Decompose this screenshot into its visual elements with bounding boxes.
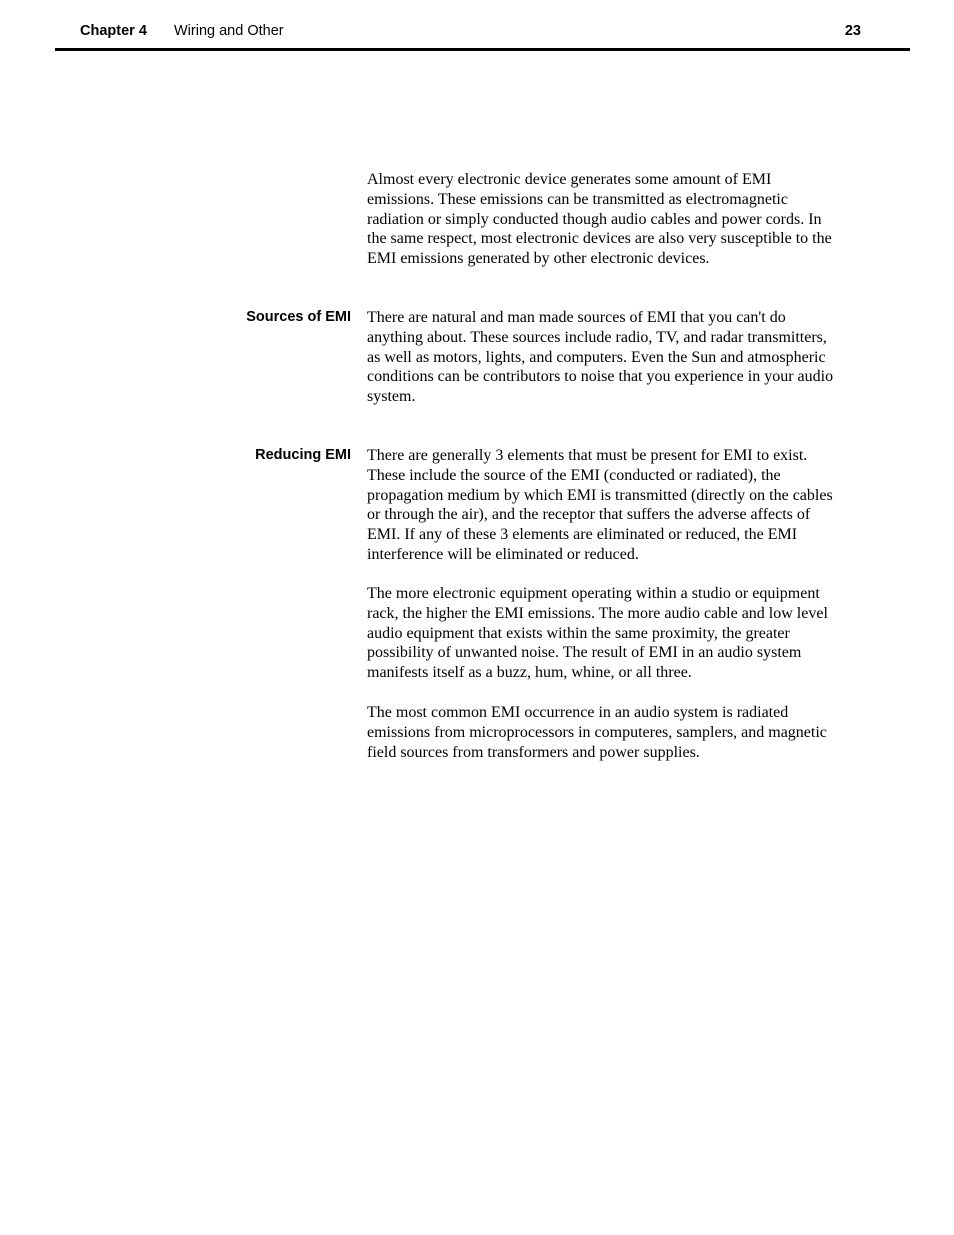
page-header — [0, 0, 954, 52]
reducing-paragraph-1: There are generally 3 elements that must be present for EMI to exist. These include the source of the EMI (conducted or radiated), the propagation medium by which EMI is transmitted (directly on the cables or through the air), and the receptor that suffers the adverse affects of EMI. If any of these 3 elements are eliminated or reduced, the EMI interference will be eliminated or reduced. — [367, 447, 833, 563]
reducing-paragraph-2: The more electronic equipment operating within a studio or equipment rack, the higher the EMI emissions. The more audio cable and low level audio equipment that exists within the same proximity, the greater possibility of unwanted noise. The result of EMI in an audio system manifests itself as a buzz, hum, whine, or all three. — [367, 585, 828, 682]
sources-paragraph: There are natural and man made sources of EMI that you can't do anything about. These sources include radio, TV, and radar transmitters, as well as motors, lights, and computers. Even the Sun and atmospheric conditions can be contributors to noise that you experience in your audio system. — [367, 309, 834, 406]
reducing-paragraph-3: The most common EMI occurrence in an audio system is radiated emissions from microprocessors in computeres, samplers, and magnetic field sources from transformers and power supplies. — [367, 704, 827, 761]
reducing-heading: Reducing EMI — [255, 447, 351, 463]
page-number: 23 — [844, 23, 861, 39]
sources-heading: Sources of EMI — [246, 309, 351, 325]
header-rule — [55, 48, 910, 51]
chapter-title: Wiring and Other — [174, 23, 284, 39]
chapter-label: Chapter 4 — [80, 23, 147, 39]
intro-paragraph: Almost every electronic device generates some amount of EMI emissions. These emissions can be transmitted as electromagnetic radiation or simply conducted though audio cables and power cords. In the same respect, most electronic devices are also very susceptible to the EMI emissions generated by other electronic devices. — [367, 171, 832, 268]
